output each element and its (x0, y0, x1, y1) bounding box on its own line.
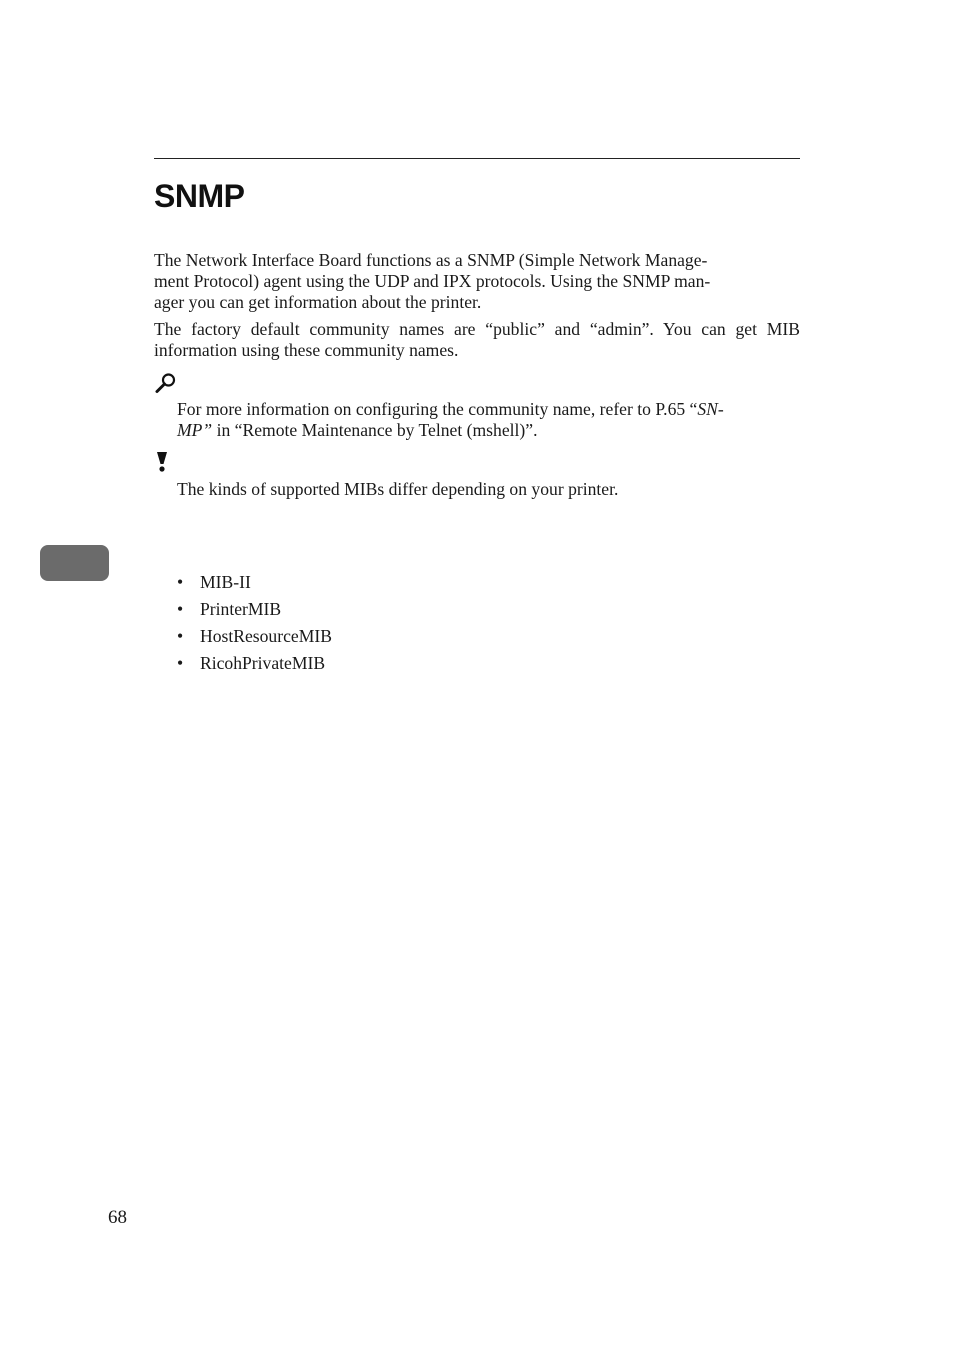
page-title: SNMP (154, 178, 245, 214)
list-item (177, 652, 332, 679)
intro-line-2: ment Protocol) agent using the UDP and IPX protocols. Using the SNMP man- (154, 271, 711, 291)
reference-link-part2[interactable]: MP” (177, 420, 213, 440)
limitation-note: The kinds of supported MIBs differ depending on your printer. (177, 479, 619, 499)
page-number: 68 (108, 1207, 127, 1228)
bullet: • (177, 653, 184, 673)
reference-text-after: in “Remote Maintenance by Telnet (mshell)”. (212, 420, 538, 440)
list-item (177, 598, 332, 625)
bullet: • (177, 572, 184, 592)
chapter-tab (40, 545, 109, 581)
bullet: • (177, 626, 184, 646)
mib-name: RicohPrivateMIB (200, 653, 326, 673)
intro-line-1: The Network Interface Board functions as a SNMP (Simple Network Manage- (154, 250, 708, 270)
magnifier-icon (154, 372, 178, 399)
mib-name: HostResourceMIB (200, 626, 332, 646)
list-item (177, 571, 332, 598)
reference-link-part1[interactable]: SN- (697, 399, 724, 419)
community-paragraph: The factory default community names are “public” and “admin”. You can get MIB information using these community names. (154, 319, 800, 360)
intro-paragraph (154, 250, 800, 313)
bullet: • (177, 599, 184, 619)
reference-text: For more information on configuring the community name, refer to P.65 “ (177, 399, 698, 419)
exclamation-icon (154, 451, 170, 478)
list-item (177, 625, 332, 652)
mib-name: PrinterMIB (200, 599, 282, 619)
header-rule (154, 158, 800, 159)
reference-note (177, 399, 800, 441)
intro-line-3: ager you can get information about the printer. (154, 292, 482, 312)
mib-name: MIB-II (200, 572, 251, 592)
mib-list (177, 571, 332, 679)
